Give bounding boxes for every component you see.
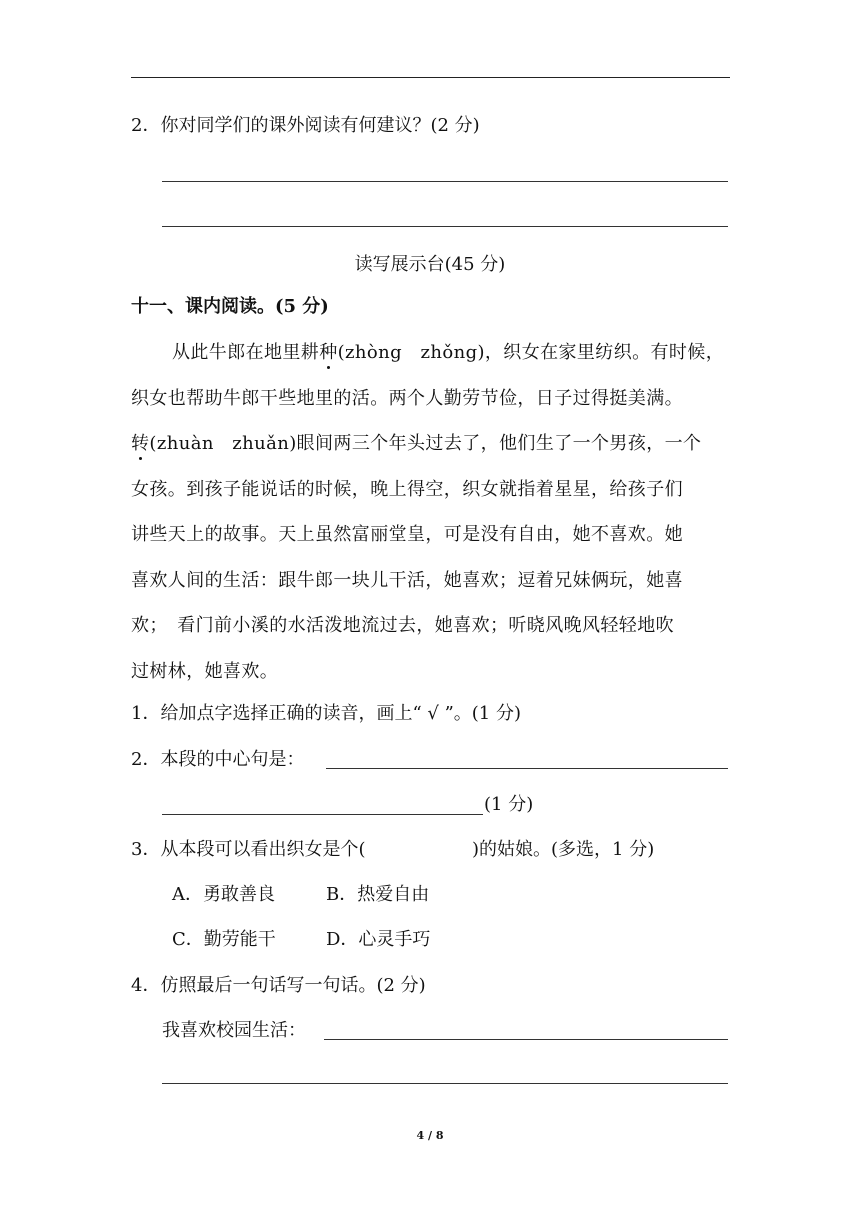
option-a[interactable]: A．勇敢善良: [172, 884, 275, 905]
answer-line-2[interactable]: [162, 226, 728, 227]
question-2-label: 2．本段的中心句是：: [131, 749, 305, 770]
top-divider: [131, 77, 730, 78]
dotted-char-zhuan: 转: [131, 429, 149, 455]
passage-line-1b: (zhòng zhǒng)，织女在家里纺织。有时候，: [337, 342, 725, 363]
q4-answer-line-1[interactable]: [324, 1039, 728, 1040]
option-c[interactable]: C．勤劳能干: [172, 929, 276, 950]
dotted-char-zhong: 种: [319, 338, 337, 364]
q2-answer-line-1[interactable]: [326, 768, 728, 769]
question-3-start: 3．从本段可以看出织女是个(: [131, 839, 366, 860]
passage-line-8: 过树林，她喜欢。: [131, 661, 279, 682]
question-1: 1．给加点字选择正确的读音，画上“ √ ”。(1 分): [131, 703, 521, 724]
answer-line-1[interactable]: [162, 181, 728, 182]
passage-line-5: 讲些天上的故事。天上虽然富丽堂皇，可是没有自由，她不喜欢。她: [131, 524, 683, 545]
option-d[interactable]: D．心灵手巧: [326, 929, 431, 950]
passage-line-7: 欢； 看门前小溪的水活泼地流过去，她喜欢；听晓风晚风轻轻地吹: [131, 615, 674, 636]
passage-line-4: 女孩。到孩子能说话的时候，晚上得空，织女就指着星星，给孩子们: [131, 479, 683, 500]
passage-line-3b: (zhuàn zhuǎn)眼间两三个年头过去了，他们生了一个男孩，一个: [149, 433, 702, 454]
question-2-prev: 2．你对同学们的课外阅读有何建议？(2 分): [131, 115, 480, 136]
q2-answer-line-2[interactable]: [162, 814, 483, 815]
page-number: 4 / 8: [416, 1129, 444, 1142]
passage-line-3: [131, 429, 701, 455]
passage-line-1a: 从此牛郎在地里耕: [172, 342, 320, 363]
passage-line-2: 织女也帮助牛郎干些地里的活。两个人勤劳节俭，日子过得挺美满。: [131, 388, 683, 409]
question-4-prompt: 我喜欢校园生活：: [162, 1020, 306, 1041]
passage-line-6: 喜欢人间的生活：跟牛郎一块儿干活，她喜欢；逗着兄妹俩玩，她喜: [131, 570, 683, 591]
part-11-heading: 十一、课内阅读。(5 分): [131, 296, 329, 317]
option-b[interactable]: B．热爱自由: [326, 884, 430, 905]
q4-answer-line-2[interactable]: [162, 1083, 728, 1084]
passage-line-1: [172, 338, 724, 364]
question-3-end: )的姑娘。(多选，1 分): [472, 839, 655, 860]
question-4: 4．仿照最后一句话写一句话。(2 分): [131, 975, 426, 996]
section-title: 读写展示台(45 分): [354, 254, 506, 275]
question-2-score: (1 分): [484, 794, 534, 815]
